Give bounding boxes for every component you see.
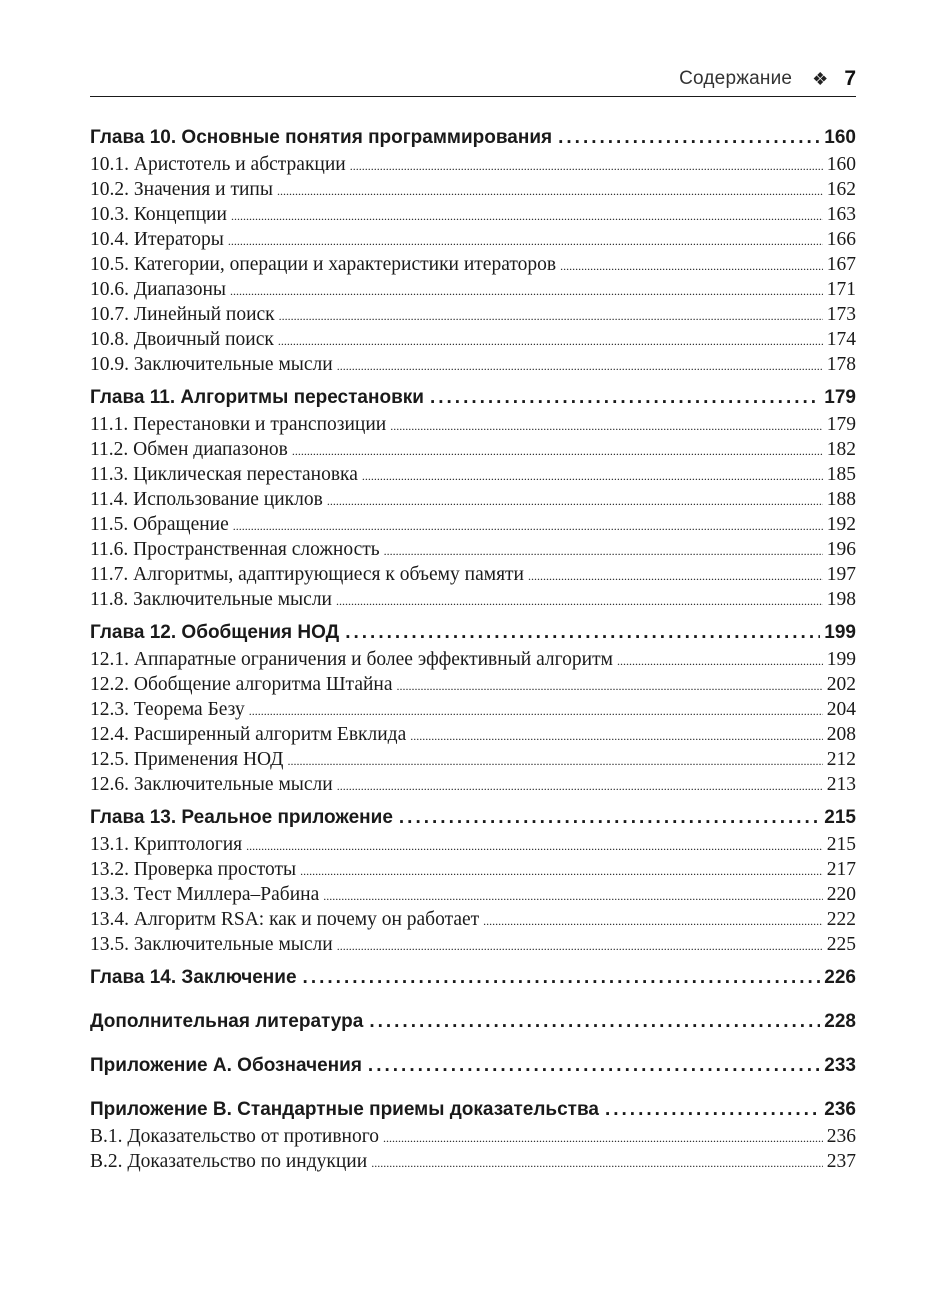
section-title: 13.4. Алгоритм RSA: как и почему он работает — [90, 909, 480, 930]
section-page: 222 — [826, 909, 856, 930]
chapter-entry[interactable] — [90, 618, 856, 647]
dot-leader — [249, 699, 823, 724]
section-entry[interactable] — [90, 202, 856, 227]
section-page: 167 — [826, 254, 856, 275]
chapter-page: 179 — [824, 387, 856, 408]
dot-leader — [560, 254, 823, 279]
section-page: 171 — [826, 279, 856, 300]
chapter-group — [90, 618, 856, 797]
dot-leader — [327, 489, 823, 514]
section-entry[interactable] — [90, 487, 856, 512]
header-title: Содержание — [679, 68, 793, 89]
dot-leader — [231, 204, 823, 229]
section-page: 178 — [826, 354, 856, 375]
running-header — [90, 62, 856, 97]
dot-leader — [383, 1126, 823, 1151]
chapter-title: Приложение А. Обозначения — [90, 1055, 362, 1076]
dot-leader — [430, 383, 820, 412]
dot-leader — [292, 439, 823, 464]
section-entry[interactable] — [90, 772, 856, 797]
chapter-page: 215 — [824, 807, 856, 828]
section-title: 10.7. Линейный поиск — [90, 304, 275, 325]
section-page: 212 — [826, 749, 856, 770]
section-entry[interactable] — [90, 562, 856, 587]
dot-leader — [397, 674, 823, 699]
dot-leader — [230, 279, 823, 304]
chapter-entry[interactable] — [90, 123, 856, 152]
chapter-group — [90, 963, 856, 992]
section-page: 185 — [826, 464, 856, 485]
dot-leader — [410, 724, 823, 749]
chapter-title: Глава 10. Основные понятия программирования — [90, 127, 553, 148]
dot-leader — [277, 179, 823, 204]
dot-leader — [279, 304, 823, 329]
chapter-group — [90, 1051, 856, 1080]
chapter-entry[interactable] — [90, 1095, 856, 1124]
section-page: 208 — [826, 724, 856, 745]
section-entry[interactable] — [90, 462, 856, 487]
dot-leader — [369, 1007, 820, 1036]
section-entry[interactable] — [90, 932, 856, 957]
chapter-page: 226 — [824, 967, 856, 988]
section-entry[interactable] — [90, 647, 856, 672]
chapter-title: Глава 13. Реальное приложение — [90, 807, 393, 828]
section-entry[interactable] — [90, 302, 856, 327]
section-entry[interactable] — [90, 672, 856, 697]
section-title: B.1. Доказательство от противного — [90, 1126, 379, 1147]
chapter-entry[interactable] — [90, 963, 856, 992]
dot-leader — [362, 464, 823, 489]
section-title: 12.4. Расширенный алгоритм Евклида — [90, 724, 407, 745]
chapter-page: 160 — [824, 127, 856, 148]
chapter-title: Глава 14. Заключение — [90, 967, 297, 988]
section-page: 174 — [826, 329, 856, 350]
section-title: 10.5. Категории, операции и характеристики итераторов — [90, 254, 557, 275]
chapter-entry[interactable] — [90, 383, 856, 412]
dot-leader — [246, 834, 823, 859]
section-entry[interactable] — [90, 152, 856, 177]
chapter-group — [90, 123, 856, 377]
chapter-title: Глава 12. Обобщения НОД — [90, 622, 340, 643]
section-title: 10.9. Заключительные мысли — [90, 354, 333, 375]
section-title: 11.7. Алгоритмы, адаптирующиеся к объему памяти — [90, 564, 524, 585]
section-page: 213 — [826, 774, 856, 795]
section-entry[interactable] — [90, 412, 856, 437]
dot-leader — [337, 774, 823, 799]
section-page: 192 — [826, 514, 856, 535]
section-title: 10.3. Концепции — [90, 204, 227, 225]
section-entry[interactable] — [90, 327, 856, 352]
chapter-group — [90, 1095, 856, 1174]
chapter-page: 236 — [824, 1099, 856, 1120]
section-entry[interactable] — [90, 907, 856, 932]
section-title: 13.1. Криптология — [90, 834, 243, 855]
section-entry[interactable] — [90, 177, 856, 202]
dot-leader — [605, 1095, 820, 1124]
section-title: 13.2. Проверка простоты — [90, 859, 297, 880]
dot-leader — [337, 934, 823, 959]
section-entry[interactable] — [90, 722, 856, 747]
chapter-page: 199 — [824, 622, 856, 643]
section-page: 220 — [826, 884, 856, 905]
section-title: 12.5. Применения НОД — [90, 749, 284, 770]
section-title: 11.5. Обращение — [90, 514, 229, 535]
section-entry[interactable] — [90, 277, 856, 302]
chapter-page: 233 — [824, 1055, 856, 1076]
section-page: 162 — [826, 179, 856, 200]
section-page: 225 — [826, 934, 856, 955]
dot-leader — [483, 909, 823, 934]
section-page: 188 — [826, 489, 856, 510]
chapter-group — [90, 383, 856, 612]
section-entry[interactable] — [90, 747, 856, 772]
section-page: 198 — [826, 589, 856, 610]
dot-leader — [390, 414, 823, 439]
chapter-page: 228 — [824, 1011, 856, 1032]
section-entry[interactable] — [90, 697, 856, 722]
section-entry[interactable] — [90, 227, 856, 252]
dot-leader — [345, 618, 820, 647]
section-title: 11.6. Пространственная сложность — [90, 539, 380, 560]
dot-leader — [336, 589, 823, 614]
chapter-title: Приложение В. Стандартные приемы доказательства — [90, 1099, 599, 1120]
section-page: 179 — [826, 414, 856, 435]
section-title: 12.6. Заключительные мысли — [90, 774, 333, 795]
section-entry[interactable] — [90, 857, 856, 882]
section-page: 199 — [826, 649, 856, 670]
section-title: 10.2. Значения и типы — [90, 179, 273, 200]
section-title: 10.1. Аристотель и абстракции — [90, 154, 346, 175]
dot-leader — [350, 154, 823, 179]
section-page: 160 — [826, 154, 856, 175]
section-entry[interactable] — [90, 882, 856, 907]
section-entry[interactable] — [90, 252, 856, 277]
section-page: 196 — [826, 539, 856, 560]
dot-leader — [300, 859, 823, 884]
section-title: 12.2. Обобщение алгоритма Штайна — [90, 674, 393, 695]
section-entry[interactable] — [90, 437, 856, 462]
section-title: 11.4. Использование циклов — [90, 489, 323, 510]
chapter-entry[interactable] — [90, 803, 856, 832]
dot-leader — [278, 329, 823, 354]
dot-leader — [371, 1151, 823, 1176]
section-title: 10.4. Итераторы — [90, 229, 224, 250]
chapter-entry[interactable] — [90, 1007, 856, 1036]
section-entry[interactable] — [90, 512, 856, 537]
section-entry[interactable] — [90, 537, 856, 562]
section-title: 12.3. Теорема Безу — [90, 699, 245, 720]
dot-leader — [384, 539, 823, 564]
section-page: 236 — [826, 1126, 856, 1147]
dot-leader — [303, 963, 821, 992]
dot-leader — [399, 803, 820, 832]
section-page: 197 — [826, 564, 856, 585]
section-title: 10.8. Двоичный поиск — [90, 329, 274, 350]
dot-leader — [558, 123, 820, 152]
section-title: 10.6. Диапазоны — [90, 279, 226, 300]
section-page: 173 — [826, 304, 856, 325]
dot-leader — [368, 1051, 820, 1080]
dot-leader — [228, 229, 823, 254]
section-title: 11.8. Заключительные мысли — [90, 589, 332, 610]
dot-leader — [528, 564, 823, 589]
section-title: 13.3. Тест Миллера–Рабина — [90, 884, 320, 905]
section-title: 13.5. Заключительные мысли — [90, 934, 333, 955]
fleuron-icon: ❖ — [812, 68, 829, 89]
dot-leader — [617, 649, 823, 674]
section-title: 11.2. Обмен диапазонов — [90, 439, 288, 460]
dot-leader — [323, 884, 823, 909]
section-title: B.2. Доказательство по индукции — [90, 1151, 368, 1172]
chapter-group — [90, 1007, 856, 1036]
section-page: 215 — [826, 834, 856, 855]
page-number: 7 — [844, 67, 856, 90]
section-entry[interactable] — [90, 587, 856, 612]
section-title: 12.1. Аппаратные ограничения и более эффективный алгоритм — [90, 649, 613, 670]
section-page: 166 — [826, 229, 856, 250]
chapter-entry[interactable] — [90, 1051, 856, 1080]
section-page: 202 — [826, 674, 856, 695]
section-page: 237 — [826, 1151, 856, 1172]
section-entry[interactable] — [90, 1149, 856, 1174]
section-page: 204 — [826, 699, 856, 720]
section-entry[interactable] — [90, 1124, 856, 1149]
section-page: 163 — [826, 204, 856, 225]
section-title: 11.1. Перестановки и транспозиции — [90, 414, 387, 435]
chapter-group — [90, 803, 856, 957]
section-entry[interactable] — [90, 352, 856, 377]
section-page: 217 — [826, 859, 856, 880]
chapter-title: Дополнительная литература — [90, 1011, 364, 1032]
table-of-contents — [90, 123, 856, 1180]
chapter-title: Глава 11. Алгоритмы перестановки — [90, 387, 424, 408]
dot-leader — [287, 749, 822, 774]
section-page: 182 — [826, 439, 856, 460]
section-entry[interactable] — [90, 832, 856, 857]
dot-leader — [337, 354, 823, 379]
dot-leader — [233, 514, 823, 539]
section-title: 11.3. Циклическая перестановка — [90, 464, 358, 485]
